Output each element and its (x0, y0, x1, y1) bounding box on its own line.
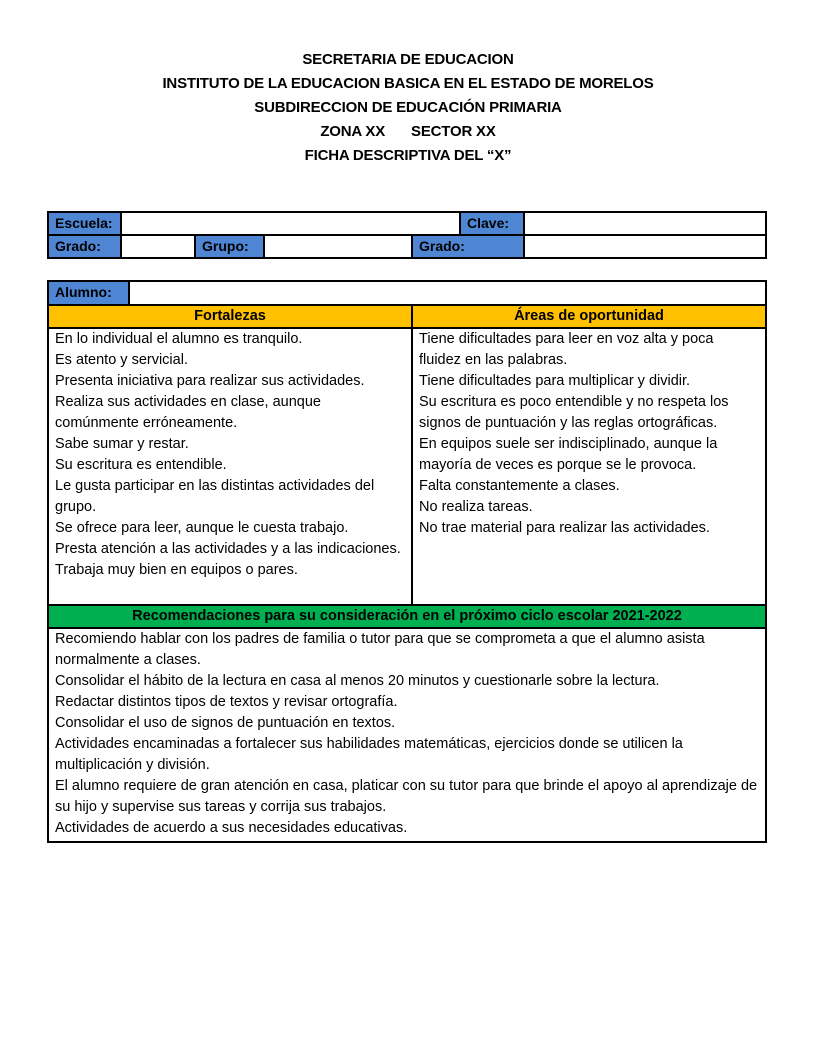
areas-list (413, 329, 765, 539)
header-line-2: INSTITUTO DE LA EDUCACION BASICA EN EL ESTADO DE MORELOS (162, 75, 654, 92)
info-table (47, 211, 767, 259)
fortaleza-item: Se ofrece para leer, aunque le cuesta trabajo. (55, 520, 349, 536)
fortaleza-item: Presta atención a las actividades y a las indicaciones. (55, 541, 401, 557)
fortalezas-list (49, 329, 411, 581)
sector-label: SECTOR XX (411, 123, 496, 140)
recomendacion-item: El alumno requiere de gran atención en casa, platicar con su tutor para que brinde el apoyo al aprendizaje de su hijo y supervise sus tareas y corrija sus trabajos. (55, 778, 758, 815)
grupo-field[interactable] (265, 236, 411, 257)
student-table (47, 280, 767, 843)
fortaleza-item: Sabe sumar y restar. (55, 436, 189, 452)
area-item: No trae material para realizar las actividades. (419, 520, 710, 536)
clave-label: Clave: (461, 213, 523, 234)
document-header (0, 48, 816, 168)
area-item: En equipos suele ser indisciplinado, aunque la mayoría de veces es porque se le provoca. (419, 436, 718, 473)
fortaleza-item: Es atento y servicial. (55, 352, 188, 368)
recomendacion-item: Actividades encaminadas a fortalecer sus habilidades matemáticas, ejercicios donde se utilicen la multiplicación y división. (55, 736, 683, 773)
alumno-field[interactable] (130, 282, 765, 304)
fortaleza-item: Le gusta participar en las distintas actividades del grupo. (55, 478, 375, 515)
escuela-label: Escuela: (49, 213, 120, 234)
fortaleza-item: Trabaja muy bien en equipos o pares. (55, 562, 298, 578)
zona-label: ZONA XX (320, 123, 386, 140)
grupo-label: Grupo: (196, 236, 263, 257)
header-zona-sector (0, 120, 816, 144)
recomendaciones-list (49, 629, 765, 839)
fortaleza-item: Realiza sus actividades en clase, aunque comúnmente erróneamente. (55, 394, 321, 431)
recomendaciones-header: Recomendaciones para su consideración en el próximo ciclo escolar 2021-2022 (49, 606, 765, 627)
area-item: No realiza tareas. (419, 499, 533, 515)
fortalezas-header: Fortalezas (49, 306, 411, 327)
recomendacion-item: Actividades de acuerdo a sus necesidades educativas. (55, 820, 408, 836)
header-line-3: SUBDIRECCION DE EDUCACIÓN PRIMARIA (254, 99, 562, 116)
grado2-label: Grado: (413, 236, 523, 257)
area-item: Tiene dificultades para multiplicar y dividir. (419, 373, 691, 389)
escuela-field[interactable] (122, 213, 459, 234)
grado-field[interactable] (122, 236, 194, 257)
recomendacion-item: Redactar distintos tipos de textos y revisar ortografía. (55, 694, 398, 710)
grado-label: Grado: (49, 236, 120, 257)
fortaleza-item: Su escritura es entendible. (55, 457, 227, 473)
recomendacion-item: Consolidar el uso de signos de puntuación en textos. (55, 715, 396, 731)
clave-field[interactable] (525, 213, 765, 234)
header-line-5: FICHA DESCRIPTIVA DEL “X” (304, 147, 512, 164)
area-item: Falta constantemente a clases. (419, 478, 620, 494)
fortaleza-item: Presenta iniciativa para realizar sus actividades. (55, 373, 365, 389)
area-item: Su escritura es poco entendible y no respeta los signos de puntuación y las reglas ortográficas. (419, 394, 729, 431)
recomendacion-item: Consolidar el hábito de la lectura en casa al menos 20 minutos y cuestionarle sobre la lectura. (55, 673, 660, 689)
fortaleza-item: En lo individual el alumno es tranquilo. (55, 331, 303, 347)
recomendacion-item: Recomiendo hablar con los padres de familia o tutor para que se comprometa a que el alumno asista normalmente a clases. (55, 631, 705, 668)
alumno-label: Alumno: (49, 282, 128, 304)
header-line-1: SECRETARIA DE EDUCACION (302, 51, 514, 68)
area-item: Tiene dificultades para leer en voz alta y poca fluidez en las palabras. (419, 331, 714, 368)
grado2-field[interactable] (525, 236, 765, 257)
areas-header: Áreas de oportunidad (413, 306, 765, 327)
